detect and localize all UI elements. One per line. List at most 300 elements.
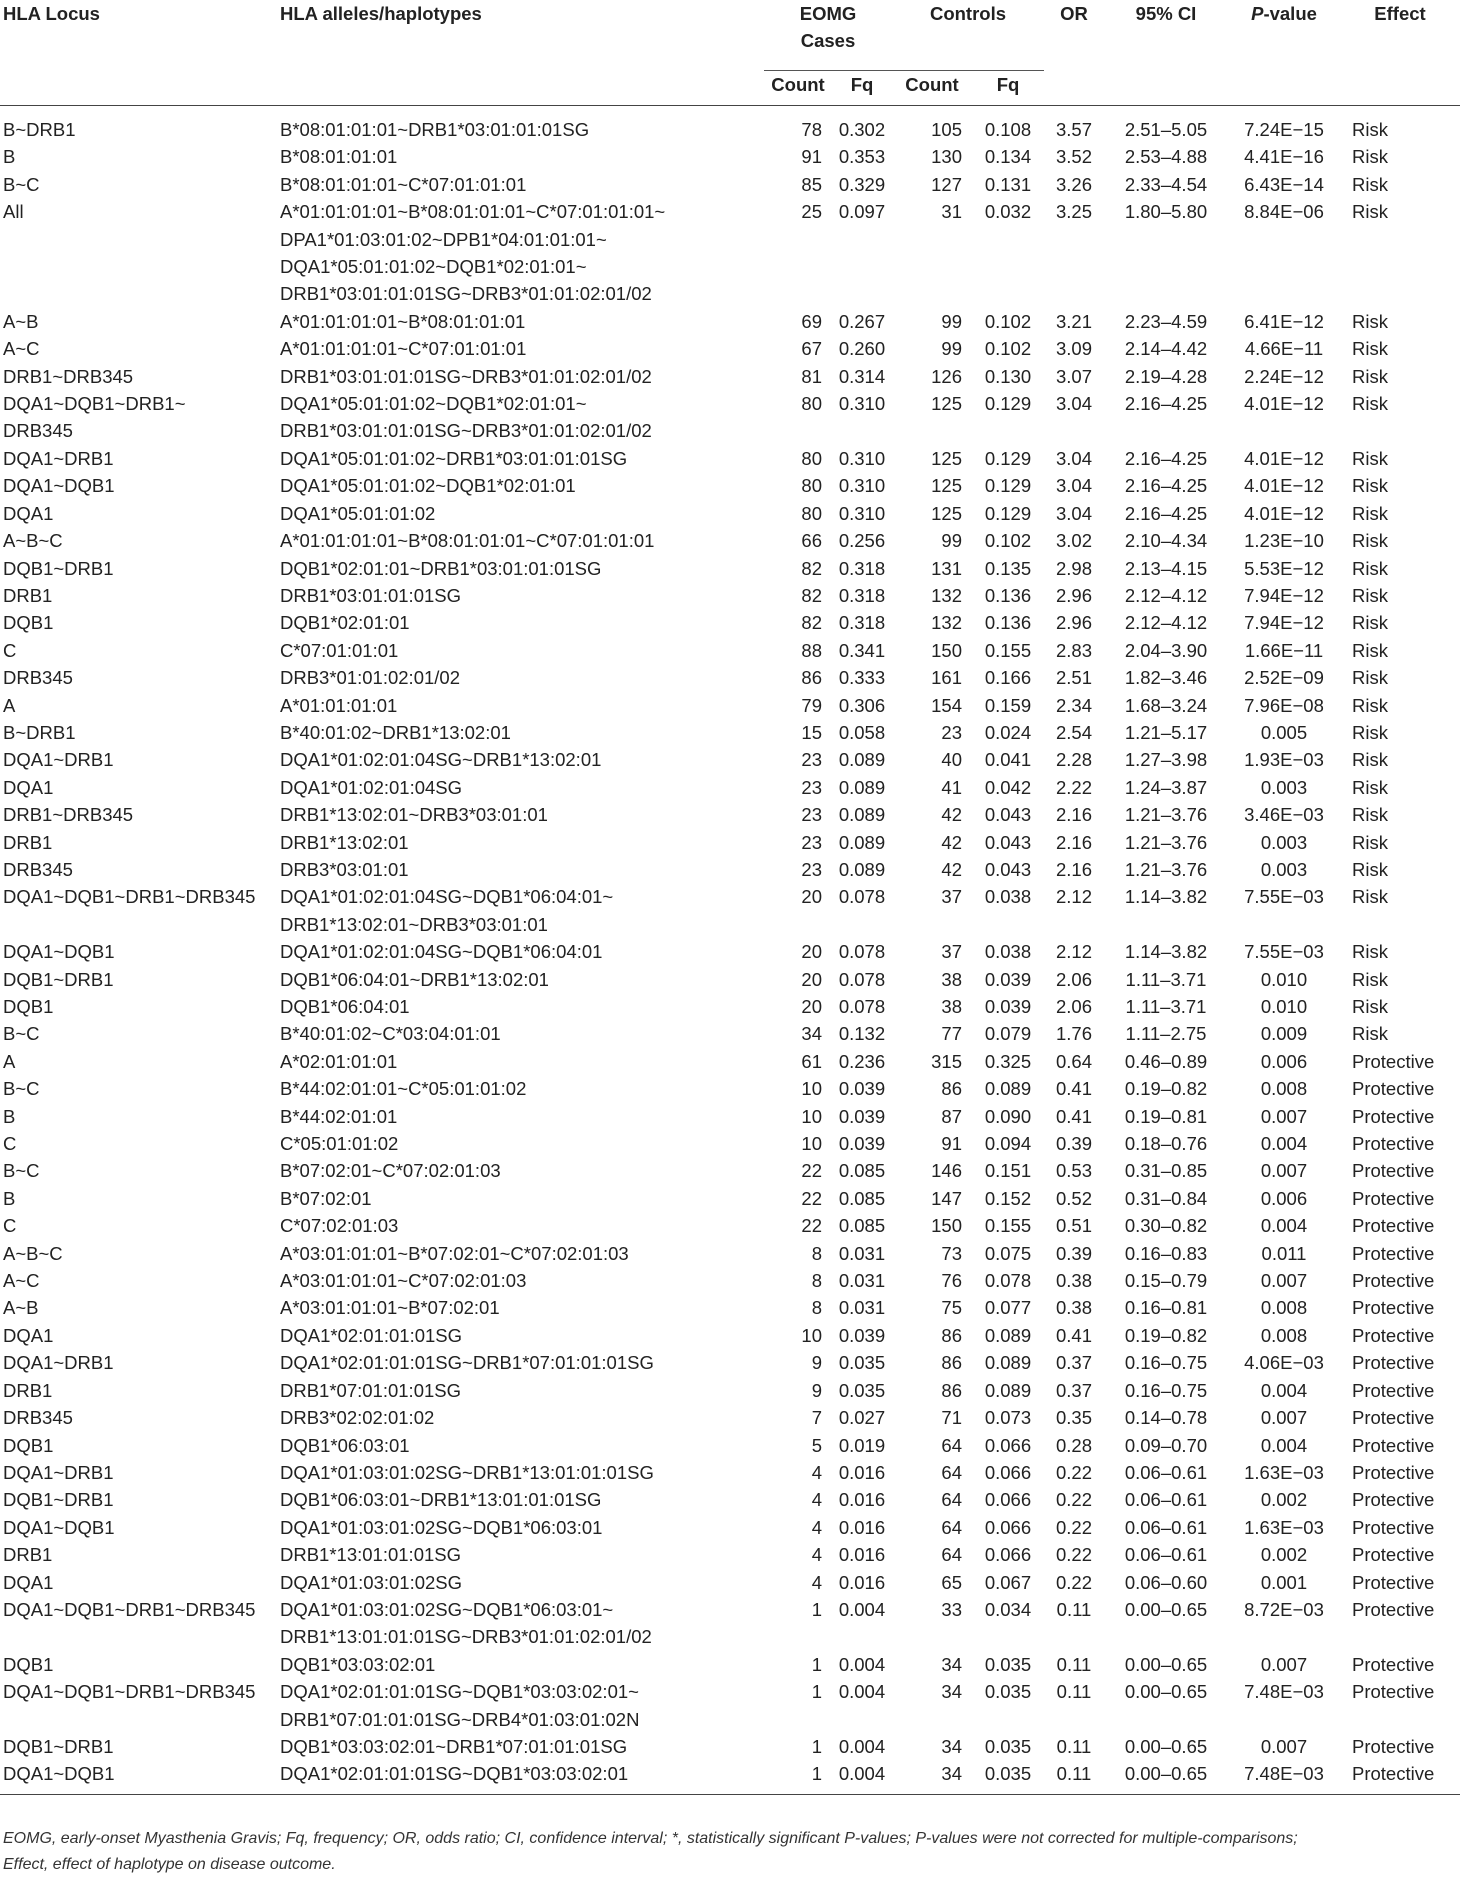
cell-effect: Risk xyxy=(1352,1023,1388,1045)
cell-p-value: 3.46E−03 xyxy=(1244,804,1324,826)
cell-controls-count: 71 xyxy=(941,1407,962,1429)
header-ci: 95% CI xyxy=(1135,3,1197,24)
cell-or: 0.11 xyxy=(1056,1598,1092,1620)
cell-controls-count: 42 xyxy=(941,804,962,826)
cell-controls-fq: 0.131 xyxy=(984,173,1032,195)
cell-or: 0.51 xyxy=(1055,1215,1092,1237)
cell-effect: Protective xyxy=(1352,1681,1435,1703)
cell-p-value: 0.010 xyxy=(1260,968,1308,990)
cell-eomg-count: 1 xyxy=(811,1763,822,1785)
cell-eomg-count: 80 xyxy=(801,447,822,469)
cell-effect: Risk xyxy=(1352,502,1388,524)
cell-haplotype: B*44:02:01:01 xyxy=(280,1105,398,1127)
cell-or: 0.38 xyxy=(1055,1297,1092,1319)
cell-locus: DQB1~DRB1 xyxy=(3,1489,114,1511)
cell-p-value: 0.011 xyxy=(1261,1242,1307,1264)
cell-ci: 0.30–0.82 xyxy=(1124,1215,1208,1237)
table-row xyxy=(0,719,1460,746)
cell-ci: 2.10–4.34 xyxy=(1124,530,1208,552)
cell-eomg-fq: 0.078 xyxy=(838,886,886,908)
cell-or: 0.37 xyxy=(1055,1352,1092,1374)
cell-eomg-fq: 0.089 xyxy=(838,804,886,826)
cell-effect: Risk xyxy=(1352,941,1388,963)
cell-ci: 0.00–0.65 xyxy=(1124,1598,1208,1620)
table-row xyxy=(0,1651,1460,1678)
cell-or: 0.28 xyxy=(1055,1434,1092,1456)
cell-controls-count: 64 xyxy=(941,1489,962,1511)
cell-controls-fq: 0.108 xyxy=(984,119,1032,140)
cell-controls-count: 77 xyxy=(941,1023,962,1045)
cell-locus: DQB1~DRB1 xyxy=(3,968,114,990)
cell-controls-count: 64 xyxy=(941,1461,962,1483)
cell-ci: 1.11–2.75 xyxy=(1125,1023,1207,1045)
cell-controls-fq: 0.155 xyxy=(984,1215,1032,1237)
cell-eomg-fq: 0.078 xyxy=(838,941,886,963)
cell-controls-count: 154 xyxy=(931,694,962,716)
cell-locus: DQA1 xyxy=(3,1571,54,1593)
table-row xyxy=(0,1075,1460,1102)
cell-or: 0.11 xyxy=(1056,1653,1092,1675)
cell-effect: Risk xyxy=(1352,393,1388,415)
cell-locus: DRB345 xyxy=(3,858,73,880)
cell-eomg-count: 82 xyxy=(801,557,822,579)
cell-locus: B~C xyxy=(3,1078,40,1100)
cell-haplotype: B*08:01:01:01 xyxy=(280,146,398,168)
cell-eomg-count: 4 xyxy=(811,1489,822,1511)
cell-eomg-fq: 0.004 xyxy=(838,1598,886,1620)
cell-or: 0.39 xyxy=(1055,1133,1092,1155)
cell-controls-fq: 0.066 xyxy=(984,1434,1032,1456)
cell-controls-count: 130 xyxy=(931,146,962,168)
cell-controls-count: 37 xyxy=(941,941,962,963)
cell-controls-count: 126 xyxy=(931,365,962,387)
cell-locus: B~C xyxy=(3,1160,40,1182)
table-row xyxy=(0,1486,1460,1513)
cell-effect: Risk xyxy=(1352,447,1388,469)
cell-or: 0.35 xyxy=(1055,1407,1092,1429)
cell-or: 2.06 xyxy=(1055,996,1092,1017)
cell-effect: Protective xyxy=(1352,1516,1435,1538)
cell-p-value: 6.41E−12 xyxy=(1244,310,1324,332)
cell-locus: DQA1~DRB1 xyxy=(3,1352,114,1374)
header-p-italic: P xyxy=(1251,3,1264,24)
cell-locus: DQA1~DRB1 xyxy=(3,447,114,469)
cell-p-value: 0.003 xyxy=(1260,831,1308,853)
cell-controls-count: 75 xyxy=(941,1297,962,1319)
cell-controls-fq: 0.039 xyxy=(984,996,1032,1017)
cell-eomg-count: 4 xyxy=(811,1461,822,1483)
cell-ci: 0.19–0.81 xyxy=(1124,1105,1208,1127)
cell-haplotype: DQB1*06:03:01 xyxy=(280,1434,410,1456)
cell-controls-count: 76 xyxy=(941,1270,962,1292)
cell-haplotype: B*44:02:01:01~C*05:01:01:02 xyxy=(280,1078,527,1100)
cell-controls-count: 150 xyxy=(931,639,962,661)
cell-controls-count: 64 xyxy=(941,1516,962,1538)
cell-controls-fq: 0.166 xyxy=(984,667,1032,689)
cell-ci: 2.13–4.15 xyxy=(1124,557,1208,579)
cell-or: 3.04 xyxy=(1055,447,1092,469)
cell-locus: B~DRB1 xyxy=(3,119,76,140)
table-row xyxy=(0,500,1460,527)
cell-haplotype: DQB1*06:04:01 xyxy=(280,996,410,1017)
cell-locus: DQB1~DRB1 xyxy=(3,557,114,579)
cell-eomg-fq: 0.019 xyxy=(838,1434,886,1456)
cell-ci: 0.00–0.65 xyxy=(1124,1681,1208,1703)
cell-p-value: 4.01E−12 xyxy=(1244,393,1324,415)
cell-haplotype: DQA1*01:03:01:02SG~DRB1*13:01:01:01SG xyxy=(280,1461,654,1483)
cell-ci: 0.14–0.78 xyxy=(1124,1407,1208,1429)
cell-p-value: 7.96E−08 xyxy=(1244,694,1324,716)
cell-controls-count: 91 xyxy=(941,1133,962,1155)
cell-effect: Risk xyxy=(1352,968,1388,990)
table-row xyxy=(0,1267,1460,1294)
cell-haplotype: A*01:01:01:01~B*08:01:01:01 xyxy=(280,310,526,332)
table-row xyxy=(0,390,1460,445)
cell-or: 0.22 xyxy=(1055,1461,1092,1483)
cell-or: 0.22 xyxy=(1055,1489,1092,1511)
cell-ci: 0.19–0.82 xyxy=(1124,1078,1208,1100)
cell-ci: 1.11–3.71 xyxy=(1125,996,1207,1017)
table-row xyxy=(0,692,1460,719)
cell-ci: 0.06–0.61 xyxy=(1124,1461,1208,1483)
cell-p-value: 0.001 xyxy=(1260,1571,1308,1593)
cell-controls-fq: 0.024 xyxy=(984,721,1032,743)
cell-haplotype: DQB1*02:01:01~DRB1*03:01:01:01SG xyxy=(280,557,602,579)
cell-eomg-count: 88 xyxy=(801,639,822,661)
cell-locus: A~B xyxy=(3,1297,39,1319)
cell-p-value: 6.43E−14 xyxy=(1244,173,1324,195)
cell-ci: 0.31–0.85 xyxy=(1124,1160,1208,1182)
cell-or: 2.16 xyxy=(1055,804,1092,826)
cell-eomg-fq: 0.089 xyxy=(838,858,886,880)
cell-effect: Protective xyxy=(1352,1133,1435,1155)
cell-p-value: 0.008 xyxy=(1260,1324,1308,1346)
header-locus: HLA Locus xyxy=(3,3,100,24)
cell-or: 0.11 xyxy=(1056,1735,1092,1757)
cell-p-value: 0.007 xyxy=(1260,1407,1308,1429)
cell-eomg-fq: 0.039 xyxy=(838,1078,886,1100)
cell-controls-count: 38 xyxy=(941,968,962,990)
cell-haplotype: DQA1*01:02:01:04SG xyxy=(280,776,463,798)
cell-eomg-fq: 0.031 xyxy=(838,1270,886,1292)
table-row xyxy=(0,1322,1460,1349)
cell-p-value: 0.006 xyxy=(1260,1050,1308,1072)
cell-p-value: 2.24E−12 xyxy=(1244,365,1324,387)
cell-ci: 2.12–4.12 xyxy=(1124,584,1208,606)
cell-effect: Protective xyxy=(1352,1160,1435,1182)
cell-controls-count: 34 xyxy=(941,1735,962,1757)
cell-eomg-fq: 0.236 xyxy=(838,1050,886,1072)
cell-or: 3.04 xyxy=(1055,502,1092,524)
cell-ci: 2.51–5.05 xyxy=(1124,119,1208,140)
cell-controls-fq: 0.043 xyxy=(984,858,1032,880)
cell-ci: 0.15–0.79 xyxy=(1124,1270,1208,1292)
cell-eomg-fq: 0.078 xyxy=(838,968,886,990)
cell-locus: DQA1~DQB1 xyxy=(3,1516,115,1538)
cell-p-value: 0.010 xyxy=(1260,996,1308,1017)
cell-ci: 2.04–3.90 xyxy=(1124,639,1208,661)
cell-haplotype: A*02:01:01:01 xyxy=(280,1050,398,1072)
cell-eomg-count: 9 xyxy=(811,1379,822,1401)
cell-eomg-count: 80 xyxy=(801,393,822,415)
cell-eomg-count: 20 xyxy=(801,968,822,990)
cell-ci: 2.19–4.28 xyxy=(1124,365,1208,387)
cell-locus: DQB1 xyxy=(3,1434,54,1456)
cell-ci: 0.00–0.65 xyxy=(1124,1763,1208,1785)
cell-controls-fq: 0.035 xyxy=(984,1735,1032,1757)
cell-controls-count: 105 xyxy=(931,119,962,140)
cell-eomg-count: 78 xyxy=(801,119,822,140)
cell-eomg-count: 15 xyxy=(801,721,822,743)
cell-or: 1.76 xyxy=(1055,1023,1092,1045)
cell-locus: DQA1~DQB1 xyxy=(3,1763,115,1785)
table-row xyxy=(0,1459,1460,1486)
cell-p-value: 0.003 xyxy=(1260,776,1308,798)
cell-controls-fq: 0.042 xyxy=(984,776,1032,798)
cell-ci: 0.06–0.61 xyxy=(1124,1489,1208,1511)
cell-effect: Risk xyxy=(1352,831,1388,853)
cell-eomg-fq: 0.085 xyxy=(838,1215,886,1237)
cell-locus: DQB1 xyxy=(3,612,54,634)
table-row xyxy=(0,472,1460,499)
cell-ci: 0.06–0.61 xyxy=(1124,1516,1208,1538)
cell-or: 0.22 xyxy=(1055,1571,1092,1593)
cell-p-value: 4.41E−16 xyxy=(1244,146,1324,168)
cell-eomg-fq: 0.089 xyxy=(838,749,886,771)
cell-or: 2.12 xyxy=(1055,886,1092,908)
cell-controls-count: 150 xyxy=(931,1215,962,1237)
cell-p-value: 0.007 xyxy=(1260,1735,1308,1757)
cell-controls-count: 99 xyxy=(941,338,962,360)
table-row xyxy=(0,1130,1460,1157)
cell-ci: 0.00–0.65 xyxy=(1124,1653,1208,1675)
cell-effect: Protective xyxy=(1352,1050,1435,1072)
cell-eomg-count: 1 xyxy=(811,1681,822,1703)
cell-eomg-count: 4 xyxy=(811,1544,822,1566)
cell-or: 2.06 xyxy=(1055,968,1092,990)
cell-haplotype: A*03:01:01:01~C*07:02:01:03 xyxy=(280,1270,527,1292)
cell-controls-fq: 0.043 xyxy=(984,831,1032,853)
cell-or: 0.64 xyxy=(1055,1050,1092,1072)
cell-effect: Protective xyxy=(1352,1187,1435,1209)
cell-eomg-count: 1 xyxy=(811,1653,822,1675)
table-row xyxy=(0,1185,1460,1212)
cell-or: 2.16 xyxy=(1055,831,1092,853)
cell-haplotype: DQA1*01:03:01:02SG~DQB1*06:03:01 xyxy=(280,1516,603,1538)
cell-controls-fq: 0.066 xyxy=(984,1489,1032,1511)
header-eomg-fq: Fq xyxy=(850,74,874,95)
cell-eomg-fq: 0.035 xyxy=(838,1379,886,1401)
cell-locus: DQA1~DRB1 xyxy=(3,749,114,771)
cell-locus: A xyxy=(3,694,16,716)
cell-eomg-count: 86 xyxy=(801,667,822,689)
cell-eomg-count: 1 xyxy=(811,1598,822,1620)
cell-or: 2.12 xyxy=(1055,941,1092,963)
cell-locus: DQB1 xyxy=(3,1653,54,1675)
cell-effect: Risk xyxy=(1352,201,1388,223)
cell-haplotype: DQA1*02:01:01:01SG~DQB1*03:03:02:01 xyxy=(280,1763,629,1785)
cell-haplotype: DQA1*05:01:01:02~DRB1*03:01:01:01SG xyxy=(280,447,628,469)
cell-haplotype: DQA1*02:01:01:01SG~DRB1*07:01:01:01SG xyxy=(280,1352,654,1374)
cell-p-value: 1.93E−03 xyxy=(1244,749,1324,771)
cell-effect: Risk xyxy=(1352,721,1388,743)
cell-eomg-count: 8 xyxy=(811,1297,822,1319)
cell-eomg-fq: 0.031 xyxy=(838,1242,886,1264)
cell-effect: Risk xyxy=(1352,338,1388,360)
header-or: OR xyxy=(1060,3,1088,24)
cell-haplotype: B*40:01:02~C*03:04:01:01 xyxy=(280,1023,501,1045)
table-row xyxy=(0,1596,1460,1651)
cell-eomg-fq: 0.310 xyxy=(838,502,886,524)
cell-p-value: 0.005 xyxy=(1260,721,1308,743)
table-row xyxy=(0,774,1460,801)
cell-controls-fq: 0.089 xyxy=(984,1078,1032,1100)
cell-ci: 1.21–3.76 xyxy=(1124,804,1208,826)
table-row xyxy=(0,106,1460,144)
table-row xyxy=(0,664,1460,691)
cell-or: 0.22 xyxy=(1055,1544,1092,1566)
cell-effect: Risk xyxy=(1352,146,1388,168)
cell-p-value: 8.84E−06 xyxy=(1244,201,1324,223)
cell-eomg-count: 23 xyxy=(801,831,822,853)
cell-controls-fq: 0.136 xyxy=(984,612,1032,634)
cell-locus: B~C xyxy=(3,173,40,195)
table-row xyxy=(0,1733,1460,1760)
cell-locus: A~B~C xyxy=(3,1242,63,1264)
cell-eomg-count: 23 xyxy=(801,858,822,880)
cell-locus: DQA1~DQB1~DRB1~DRB345 xyxy=(3,886,256,908)
cell-locus: C xyxy=(3,1133,17,1155)
cell-locus: DRB1~DRB345 xyxy=(3,365,134,387)
cell-controls-count: 147 xyxy=(931,1187,962,1209)
cell-effect: Protective xyxy=(1352,1461,1435,1483)
cell-controls-count: 127 xyxy=(931,173,962,195)
cell-controls-fq: 0.038 xyxy=(984,941,1032,963)
cell-or: 3.09 xyxy=(1055,338,1092,360)
cell-controls-fq: 0.089 xyxy=(984,1324,1032,1346)
cell-or: 3.57 xyxy=(1055,119,1092,140)
cell-effect: Risk xyxy=(1352,173,1388,195)
cell-ci: 1.68–3.24 xyxy=(1124,694,1208,716)
cell-effect: Protective xyxy=(1352,1242,1435,1264)
cell-effect: Protective xyxy=(1352,1735,1435,1757)
cell-eomg-fq: 0.089 xyxy=(838,776,886,798)
cell-or: 2.96 xyxy=(1055,612,1092,634)
cell-controls-fq: 0.035 xyxy=(984,1681,1032,1703)
cell-effect: Protective xyxy=(1352,1352,1435,1374)
cell-eomg-fq: 0.333 xyxy=(838,667,886,689)
table-row xyxy=(0,1349,1460,1376)
table-row xyxy=(0,883,1460,938)
cell-haplotype: B*07:02:01~C*07:02:01:03 xyxy=(280,1160,501,1182)
header-controls-count: Count xyxy=(905,74,959,95)
cell-controls-count: 86 xyxy=(941,1379,962,1401)
cell-eomg-fq: 0.310 xyxy=(838,393,886,415)
table-row xyxy=(0,966,1460,993)
cell-controls-fq: 0.035 xyxy=(984,1763,1032,1785)
cell-eomg-fq: 0.004 xyxy=(838,1653,886,1675)
cell-p-value: 2.52E−09 xyxy=(1244,667,1324,689)
cell-haplotype: B*08:01:01:01~C*07:01:01:01 xyxy=(280,173,527,195)
cell-eomg-count: 80 xyxy=(801,475,822,497)
cell-or: 0.39 xyxy=(1055,1242,1092,1264)
cell-effect: Protective xyxy=(1352,1297,1435,1319)
header-controls-fq: Fq xyxy=(996,74,1020,95)
cell-controls-fq: 0.130 xyxy=(984,365,1032,387)
cell-haplotype: DQA1*01:02:01:04SG~DQB1*06:04:01~ DRB1*13:02:01~DRB3*03:01:01 xyxy=(280,886,614,935)
cell-locus: DQA1 xyxy=(3,776,54,798)
cell-eomg-fq: 0.058 xyxy=(838,721,886,743)
cell-eomg-fq: 0.089 xyxy=(838,831,886,853)
table-row xyxy=(0,801,1460,828)
cell-p-value: 7.55E−03 xyxy=(1244,886,1324,908)
cell-haplotype: A*01:01:01:01~C*07:01:01:01 xyxy=(280,338,527,360)
cell-p-value: 0.004 xyxy=(1260,1133,1308,1155)
cell-controls-count: 34 xyxy=(941,1653,962,1675)
cell-controls-fq: 0.043 xyxy=(984,804,1032,826)
cell-eomg-count: 79 xyxy=(801,694,822,716)
cell-locus: DQA1~DQB1~DRB1~DRB345 xyxy=(3,1681,256,1703)
header-eomg-cases xyxy=(764,0,892,71)
cell-haplotype: C*07:02:01:03 xyxy=(280,1215,399,1237)
cell-eomg-fq: 0.310 xyxy=(838,447,886,469)
table-row xyxy=(0,1294,1460,1321)
cell-controls-count: 86 xyxy=(941,1324,962,1346)
cell-haplotype: DQA1*02:01:01:01SG~DQB1*03:03:02:01~ DRB1*07:01:01:01SG~DRB4*01:03:01:02N xyxy=(280,1681,640,1730)
cell-controls-fq: 0.090 xyxy=(984,1105,1032,1127)
cell-eomg-count: 8 xyxy=(811,1242,822,1264)
cell-effect: Protective xyxy=(1352,1324,1435,1346)
footnote-line-2: Effect, effect of haplotype on disease outcome. xyxy=(3,1856,336,1873)
cell-effect: Risk xyxy=(1352,475,1388,497)
cell-locus: A xyxy=(3,1050,16,1072)
cell-effect: Protective xyxy=(1352,1105,1435,1127)
cell-p-value: 7.94E−12 xyxy=(1244,612,1324,634)
cell-controls-fq: 0.089 xyxy=(984,1352,1032,1374)
cell-p-value: 1.66E−11 xyxy=(1244,639,1324,661)
cell-eomg-count: 5 xyxy=(811,1434,822,1456)
table-row xyxy=(0,1212,1460,1239)
cell-locus: B xyxy=(3,1105,16,1127)
cell-ci: 0.06–0.60 xyxy=(1124,1571,1208,1593)
cell-controls-fq: 0.067 xyxy=(984,1571,1032,1593)
cell-or: 3.21 xyxy=(1055,310,1092,332)
cell-eomg-fq: 0.085 xyxy=(838,1187,886,1209)
cell-controls-fq: 0.077 xyxy=(984,1297,1032,1319)
cell-ci: 1.14–3.82 xyxy=(1124,886,1208,908)
cell-controls-fq: 0.039 xyxy=(984,968,1032,990)
cell-eomg-fq: 0.004 xyxy=(838,1763,886,1785)
cell-p-value: 7.94E−12 xyxy=(1244,584,1324,606)
table-row xyxy=(0,143,1460,170)
cell-ci: 0.18–0.76 xyxy=(1124,1133,1208,1155)
cell-effect: Risk xyxy=(1352,667,1388,689)
cell-ci: 1.27–3.98 xyxy=(1124,749,1208,771)
table-row xyxy=(0,198,1460,308)
cell-eomg-count: 66 xyxy=(801,530,822,552)
cell-eomg-count: 10 xyxy=(801,1133,822,1155)
cell-p-value: 4.06E−03 xyxy=(1244,1352,1324,1374)
cell-eomg-fq: 0.016 xyxy=(838,1489,886,1511)
cell-effect: Risk xyxy=(1352,612,1388,634)
cell-haplotype: DRB3*01:01:02:01/02 xyxy=(280,667,460,689)
cell-ci: 0.16–0.81 xyxy=(1124,1297,1208,1319)
cell-controls-count: 161 xyxy=(931,667,962,689)
cell-controls-count: 132 xyxy=(931,584,962,606)
cell-eomg-count: 23 xyxy=(801,804,822,826)
cell-eomg-count: 7 xyxy=(811,1407,822,1429)
cell-controls-count: 315 xyxy=(931,1050,962,1072)
